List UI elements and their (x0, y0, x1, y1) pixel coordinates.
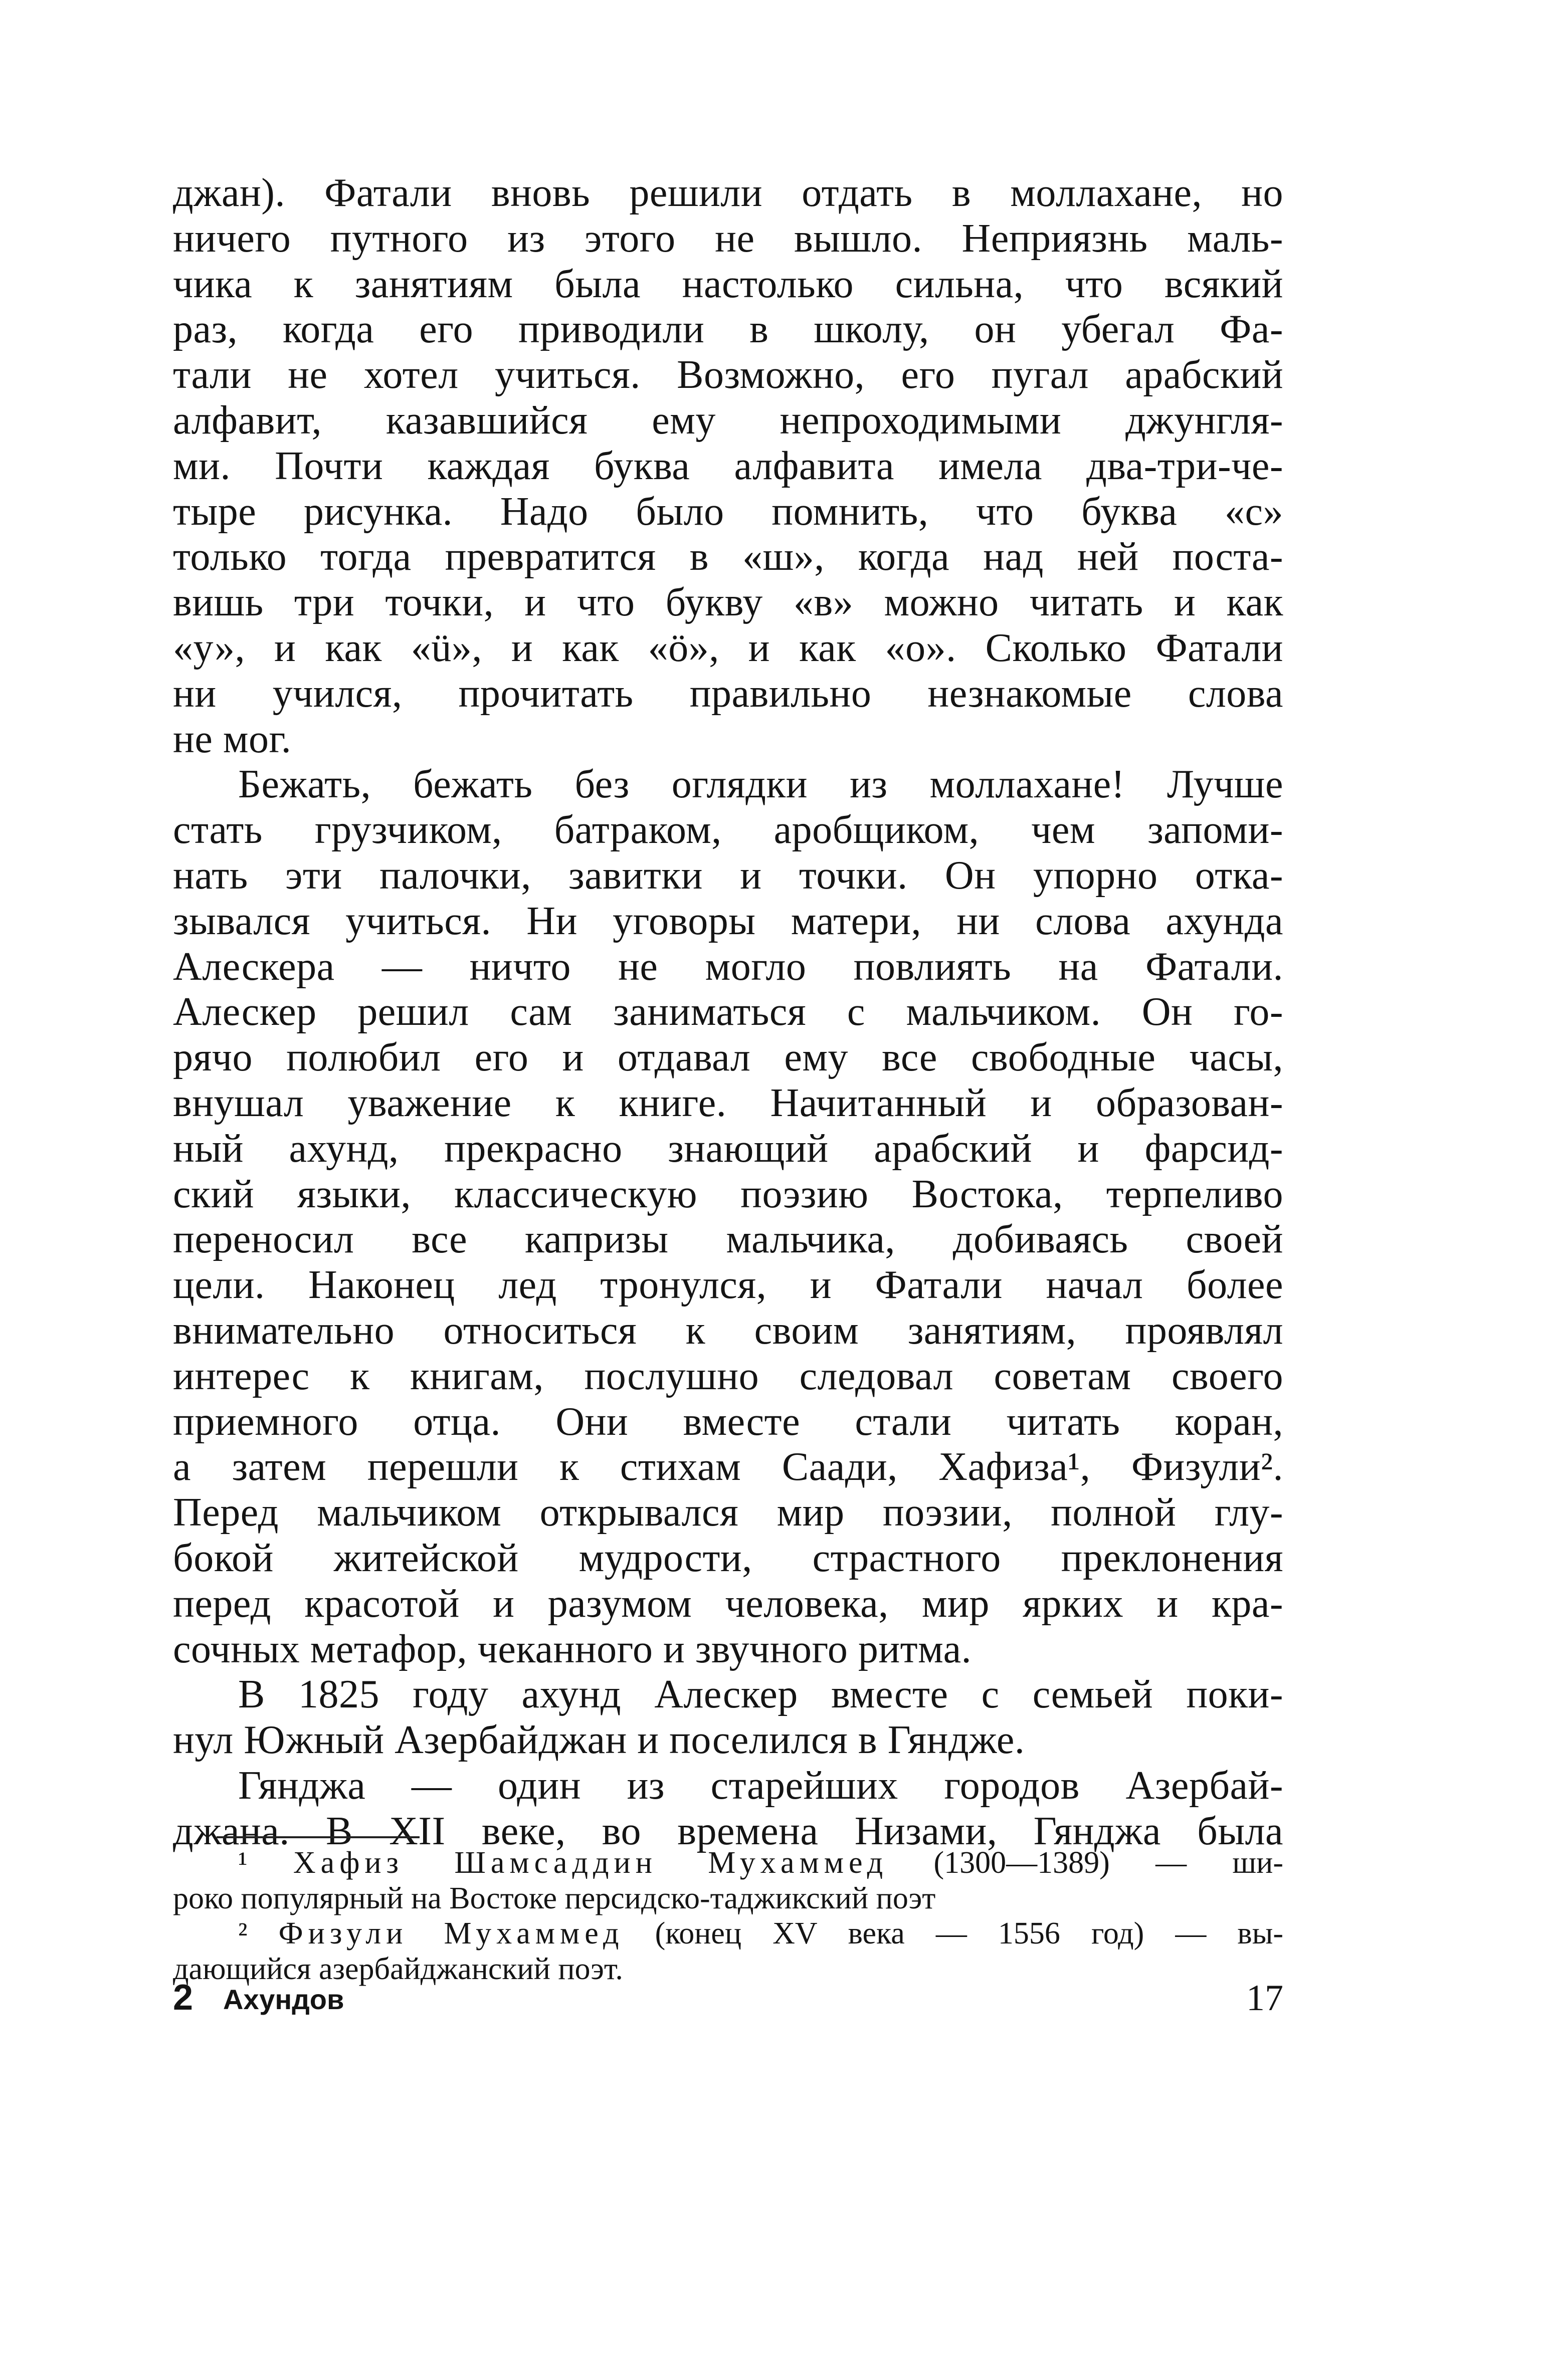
text-line: джана. В XII веке, во времена Низами, Гянджа была (173, 1809, 1283, 1853)
text-line: тыре рисунка. Надо было помнить, что буква «с» (173, 489, 1283, 534)
text-line: Гянджа — один из старейших городов Азербай- (238, 1763, 1283, 1808)
footnote-line: дающийся азербайджанский поэт. (173, 1952, 623, 1986)
text-line: раз, когда его приводили в школу, он убегал Фа- (173, 307, 1283, 352)
text-line: «у», и как «ü», и как «ö», и как «о». Сколько Фатали (173, 625, 1283, 670)
text-line: нул Южный Азербайджан и поселился в Гяндже. (173, 1718, 1025, 1763)
footnote-person-name: Физули Мухаммед (278, 1916, 624, 1951)
text-line: только тогда превратится в «ш», когда над ней поста- (173, 535, 1283, 579)
footnote-text: (1300—1389) — ши- (933, 1846, 1283, 1880)
text-line: тали не хотел учиться. Возможно, его пугал арабский (173, 353, 1283, 397)
footnote-marker: ¹ (238, 1846, 248, 1880)
text-line: внушал уважение к книге. Начитанный и образован- (173, 1080, 1283, 1125)
text-line: Бежать, бежать без оглядки из моллахане! Лучше (238, 762, 1283, 807)
signature-number: 2 (173, 1978, 193, 2018)
text-line: бокой житейской мудрости, страстного преклонения (173, 1536, 1283, 1580)
text-line: ми. Почти каждая буква алфавита имела два-три-че- (173, 444, 1283, 488)
text-line: ный ахунд, прекрасно знающий арабский и фарсид- (173, 1126, 1283, 1171)
text-line: алфавит, казавшийся ему непроходимыми джунгля- (173, 398, 1283, 443)
page-number: 17 (1246, 1978, 1283, 2019)
text-line: ничего путного из этого не вышло. Неприязнь маль- (173, 216, 1283, 261)
footnotes (173, 1845, 1283, 1987)
signature-author-name: Ахундов (223, 1984, 344, 2015)
text-line: приемного отца. Они вместе стали читать коран, (173, 1399, 1283, 1444)
text-line: перед красотой и разумом человека, мир ярких и кра- (173, 1581, 1283, 1626)
text-line: нать эти палочки, завитки и точки. Он упорно отка- (173, 853, 1283, 898)
text-line: переносил все капризы мальчика, добиваясь своей (173, 1217, 1283, 1262)
text-line: Алескер решил сам заниматься с мальчиком. Он го- (173, 990, 1283, 1034)
text-line: интерес к книгам, послушно следовал советам своего (173, 1354, 1283, 1398)
body-text (173, 170, 1283, 1854)
text-line: вишь три точки, и что букву «в» можно читать и как (173, 580, 1283, 625)
text-line: Перед мальчиком открывался мир поэзии, полной глу- (173, 1490, 1283, 1535)
page-footer (173, 1977, 1283, 2017)
footnote-text: (конец XV века — 1556 год) — вы- (655, 1916, 1284, 1951)
text-line: цели. Наконец лед тронулся, и Фатали начал более (173, 1263, 1283, 1308)
footnote-line: роко популярный на Востоке персидско-таджикский поэт (173, 1881, 936, 1915)
text-line: внимательно относиться к своим занятиям, проявлял (173, 1308, 1283, 1353)
text-line: ни учился, прочитать правильно незнакомые слова (173, 671, 1283, 716)
text-line: сочных метафор, чеканного и звучного ритма. (173, 1627, 972, 1671)
footnote-line (173, 1916, 1283, 1952)
text-line: зывался учиться. Ни уговоры матери, ни слова ахунда (173, 899, 1283, 943)
footnote-divider (217, 1836, 420, 1838)
text-line: стать грузчиком, батраком, аробщиком, чем запоми- (173, 808, 1283, 852)
text-line: а затем перешли к стихам Саади, Хафиза¹, Физули². (173, 1445, 1283, 1489)
text-line: В 1825 году ахунд Алескер вместе с семьей поки- (238, 1672, 1283, 1717)
footnote-marker: ² (238, 1916, 248, 1951)
text-line: джан). Фатали вновь решили отдать в моллахане, но (173, 171, 1283, 215)
footnote-line (173, 1845, 1283, 1881)
text-line: ский языки, классическую поэзию Востока, терпеливо (173, 1172, 1283, 1216)
text-line: Алескера — ничто не могло повлиять на Фатали. (173, 944, 1283, 989)
text-line: чика к занятиям была настолько сильна, что всякий (173, 262, 1283, 306)
text-line: не мог. (173, 717, 292, 761)
footnote-person-name: Хафиз Шамсаддин Мухаммед (293, 1846, 888, 1880)
text-line: рячо полюбил его и отдавал ему все свободные часы, (173, 1035, 1283, 1080)
